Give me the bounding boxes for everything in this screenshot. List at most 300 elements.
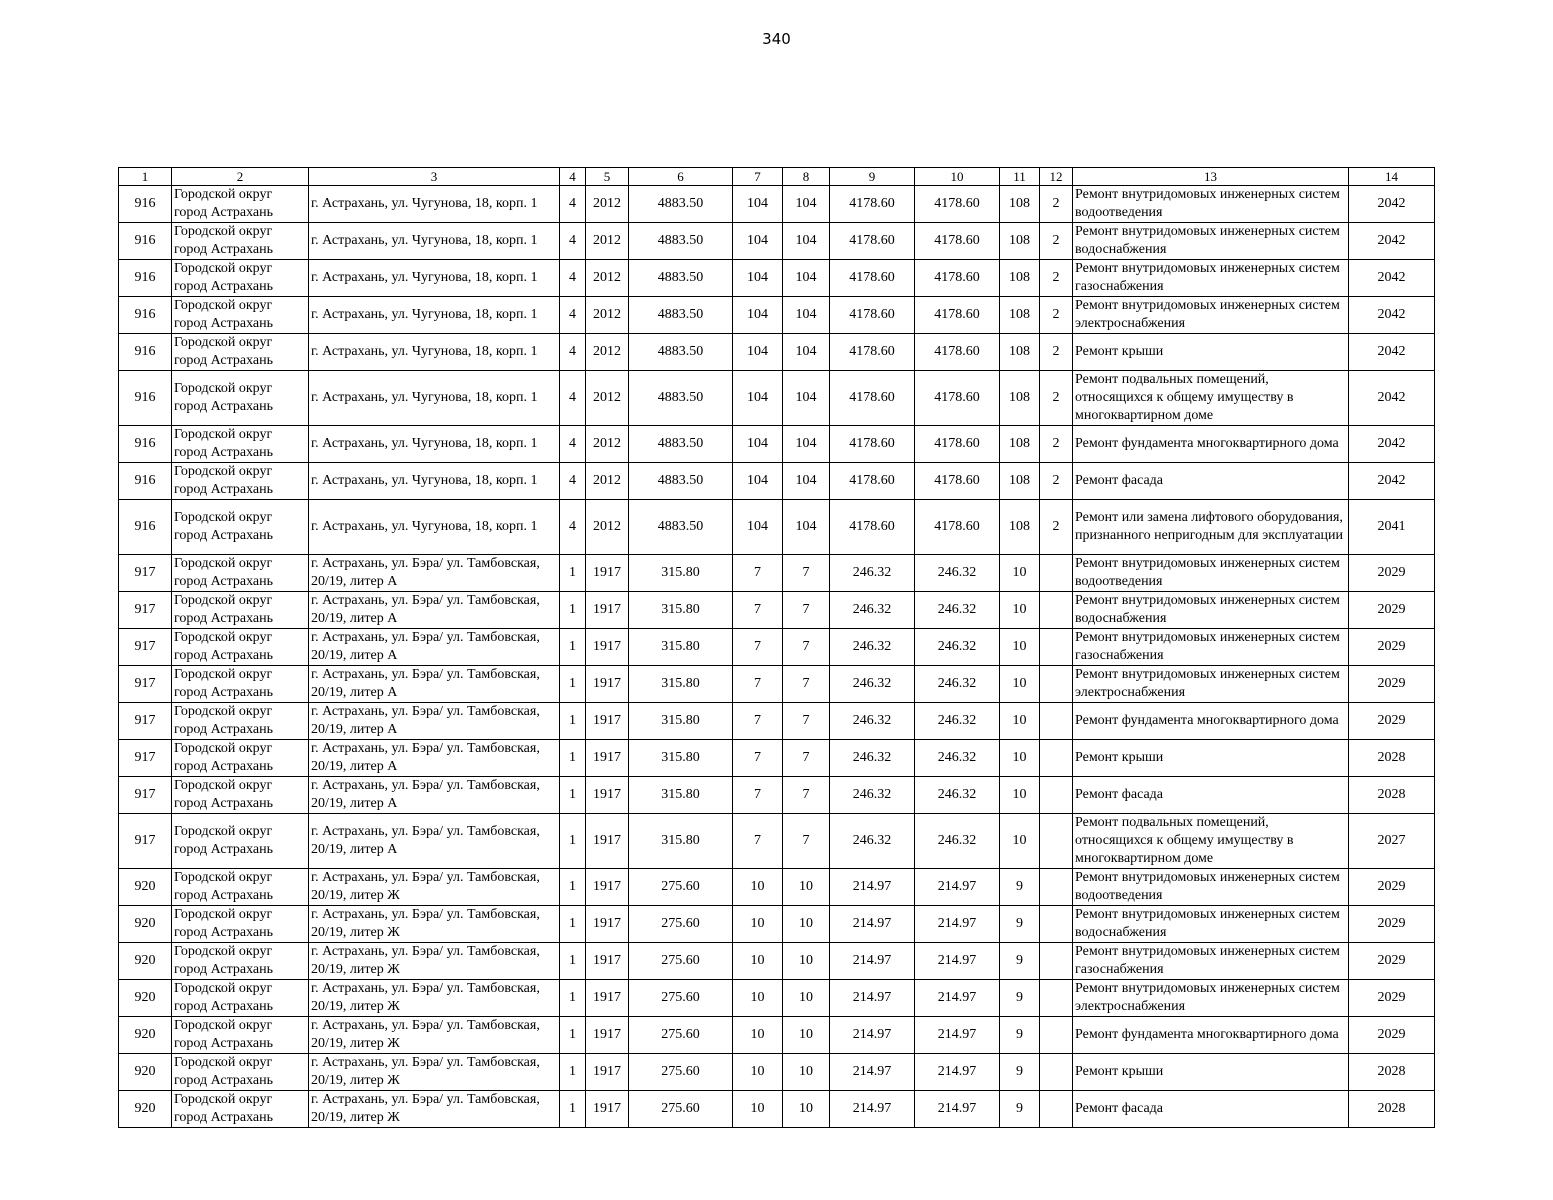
- table-cell: Ремонт или замена лифтового оборудования, признанного непригодным для эксплуатации: [1073, 500, 1349, 555]
- table-cell: 4883.50: [629, 334, 733, 371]
- table-cell: 10: [1000, 629, 1040, 666]
- table-cell: 108: [1000, 463, 1040, 500]
- table-cell: 2041: [1349, 500, 1435, 555]
- table-cell: 104: [733, 500, 783, 555]
- table-cell: 9: [1000, 869, 1040, 906]
- table-row: [119, 186, 1435, 223]
- table-cell: Городской округ город Астрахань: [172, 740, 309, 777]
- table-cell: 275.60: [629, 1017, 733, 1054]
- table-cell: 4178.60: [830, 500, 915, 555]
- table-cell: Ремонт внутридомовых инженерных систем газоснабжения: [1073, 943, 1349, 980]
- table-cell: г. Астрахань, ул. Бэра/ ул. Тамбовская, 20/19, литер А: [309, 740, 560, 777]
- table-cell: 4178.60: [915, 371, 1000, 426]
- table-cell: 4178.60: [830, 186, 915, 223]
- table-cell: 4883.50: [629, 297, 733, 334]
- table-cell: 1917: [586, 869, 629, 906]
- table-row: [119, 943, 1435, 980]
- table-cell: 4: [560, 260, 586, 297]
- table-cell: [1040, 740, 1073, 777]
- table-cell: 916: [119, 426, 172, 463]
- table-cell: 108: [1000, 334, 1040, 371]
- table-cell: Ремонт крыши: [1073, 334, 1349, 371]
- table-cell: 920: [119, 943, 172, 980]
- table-cell: Ремонт подвальных помещений, относящихся к общему имуществу в многоквартирном доме: [1073, 371, 1349, 426]
- table-cell: 2: [1040, 334, 1073, 371]
- table-cell: г. Астрахань, ул. Чугунова, 18, корп. 1: [309, 186, 560, 223]
- column-header: 3: [309, 168, 560, 186]
- table-cell: 4178.60: [915, 186, 1000, 223]
- table-cell: [1040, 777, 1073, 814]
- table-cell: 2042: [1349, 426, 1435, 463]
- table-row: [119, 426, 1435, 463]
- table-cell: 7: [733, 666, 783, 703]
- table-cell: 10: [783, 980, 830, 1017]
- table-cell: 108: [1000, 186, 1040, 223]
- table-cell: [1040, 980, 1073, 1017]
- column-header: 8: [783, 168, 830, 186]
- table-cell: г. Астрахань, ул. Чугунова, 18, корп. 1: [309, 426, 560, 463]
- table-cell: 2: [1040, 223, 1073, 260]
- table-cell: 104: [783, 223, 830, 260]
- table-cell: 1: [560, 1091, 586, 1128]
- table-cell: Ремонт внутридомовых инженерных систем водоотведения: [1073, 869, 1349, 906]
- table-cell: 104: [783, 297, 830, 334]
- table-cell: [1040, 906, 1073, 943]
- table-cell: 4883.50: [629, 260, 733, 297]
- table-cell: Ремонт внутридомовых инженерных систем водоснабжения: [1073, 906, 1349, 943]
- table-cell: Ремонт крыши: [1073, 1054, 1349, 1091]
- table-cell: 1: [560, 666, 586, 703]
- table-cell: 315.80: [629, 666, 733, 703]
- table-cell: 246.32: [830, 592, 915, 629]
- table-row: [119, 1017, 1435, 1054]
- table-cell: 7: [733, 740, 783, 777]
- table-cell: 7: [783, 703, 830, 740]
- table-cell: 2029: [1349, 869, 1435, 906]
- table-cell: 1: [560, 629, 586, 666]
- table-cell: 1: [560, 869, 586, 906]
- table-cell: 10: [733, 1054, 783, 1091]
- table-cell: Городской округ город Астрахань: [172, 814, 309, 869]
- table-cell: Ремонт внутридомовых инженерных систем газоснабжения: [1073, 629, 1349, 666]
- table-cell: 1917: [586, 980, 629, 1017]
- table-cell: 10: [733, 869, 783, 906]
- table-cell: 108: [1000, 260, 1040, 297]
- table-cell: 108: [1000, 223, 1040, 260]
- table-row: [119, 463, 1435, 500]
- table-cell: 108: [1000, 297, 1040, 334]
- table-cell: Ремонт крыши: [1073, 740, 1349, 777]
- column-header: 7: [733, 168, 783, 186]
- column-header: 2: [172, 168, 309, 186]
- table-cell: Городской округ город Астрахань: [172, 463, 309, 500]
- table-cell: [1040, 943, 1073, 980]
- table-cell: 4: [560, 500, 586, 555]
- table-cell: 10: [1000, 814, 1040, 869]
- table-cell: 10: [783, 943, 830, 980]
- table-cell: г. Астрахань, ул. Чугунова, 18, корп. 1: [309, 223, 560, 260]
- table-cell: г. Астрахань, ул. Бэра/ ул. Тамбовская, 20/19, литер Ж: [309, 1091, 560, 1128]
- table-row: [119, 703, 1435, 740]
- table-row: [119, 906, 1435, 943]
- table-cell: 315.80: [629, 740, 733, 777]
- table-cell: Городской округ город Астрахань: [172, 943, 309, 980]
- table-cell: [1040, 629, 1073, 666]
- table-cell: г. Астрахань, ул. Чугунова, 18, корп. 1: [309, 463, 560, 500]
- table-row: [119, 814, 1435, 869]
- table-row: [119, 629, 1435, 666]
- table-cell: 1917: [586, 814, 629, 869]
- table-cell: 2027: [1349, 814, 1435, 869]
- table-cell: 917: [119, 740, 172, 777]
- table-cell: 214.97: [915, 1017, 1000, 1054]
- table-cell: 2042: [1349, 297, 1435, 334]
- table-cell: 214.97: [915, 1054, 1000, 1091]
- table-row: [119, 555, 1435, 592]
- table-cell: 246.32: [830, 666, 915, 703]
- table-cell: 104: [733, 297, 783, 334]
- table-cell: 104: [733, 426, 783, 463]
- table-cell: 246.32: [915, 814, 1000, 869]
- table-cell: 1917: [586, 629, 629, 666]
- table-cell: 2029: [1349, 666, 1435, 703]
- table-cell: 1917: [586, 740, 629, 777]
- table-cell: Городской округ город Астрахань: [172, 500, 309, 555]
- table-cell: 214.97: [830, 1017, 915, 1054]
- table-cell: Ремонт внутридомовых инженерных систем электроснабжения: [1073, 980, 1349, 1017]
- table-cell: 1: [560, 814, 586, 869]
- table-cell: 275.60: [629, 943, 733, 980]
- table-cell: 2012: [586, 334, 629, 371]
- table-cell: 1: [560, 740, 586, 777]
- table-cell: [1040, 869, 1073, 906]
- table-cell: 246.32: [915, 777, 1000, 814]
- table-cell: Городской округ город Астрахань: [172, 592, 309, 629]
- table-cell: 275.60: [629, 906, 733, 943]
- table-cell: 2012: [586, 186, 629, 223]
- table-cell: г. Астрахань, ул. Бэра/ ул. Тамбовская, 20/19, литер А: [309, 592, 560, 629]
- table-cell: 4883.50: [629, 223, 733, 260]
- column-number-header-row: [119, 168, 1435, 186]
- table-cell: 2: [1040, 186, 1073, 223]
- table-cell: 7: [783, 629, 830, 666]
- table-cell: 7: [783, 740, 830, 777]
- table-cell: 917: [119, 703, 172, 740]
- table-cell: 246.32: [915, 592, 1000, 629]
- table-row: [119, 869, 1435, 906]
- table-cell: 104: [733, 334, 783, 371]
- table-cell: 275.60: [629, 1091, 733, 1128]
- table-cell: 104: [733, 260, 783, 297]
- table-cell: 1: [560, 980, 586, 1017]
- table-cell: 315.80: [629, 629, 733, 666]
- table-cell: 10: [733, 1091, 783, 1128]
- table-cell: Ремонт внутридомовых инженерных систем электроснабжения: [1073, 297, 1349, 334]
- table-cell: 4178.60: [915, 334, 1000, 371]
- table-cell: 7: [783, 666, 830, 703]
- table-cell: Городской округ город Астрахань: [172, 906, 309, 943]
- table-row: [119, 334, 1435, 371]
- table-cell: 10: [783, 906, 830, 943]
- table-cell: 315.80: [629, 703, 733, 740]
- column-header: 6: [629, 168, 733, 186]
- table-cell: 7: [733, 814, 783, 869]
- table-cell: 4883.50: [629, 500, 733, 555]
- table-cell: г. Астрахань, ул. Бэра/ ул. Тамбовская, 20/19, литер Ж: [309, 906, 560, 943]
- table-cell: 4178.60: [915, 260, 1000, 297]
- table-row: [119, 260, 1435, 297]
- table-cell: 916: [119, 334, 172, 371]
- table-cell: 4: [560, 426, 586, 463]
- table-cell: 920: [119, 1054, 172, 1091]
- table-cell: [1040, 1091, 1073, 1128]
- table-cell: 9: [1000, 906, 1040, 943]
- table-cell: 1917: [586, 906, 629, 943]
- table-cell: 246.32: [830, 740, 915, 777]
- table-cell: 4178.60: [830, 463, 915, 500]
- table-cell: 7: [733, 629, 783, 666]
- table-cell: 4178.60: [915, 223, 1000, 260]
- table-cell: Городской округ город Астрахань: [172, 555, 309, 592]
- table-cell: 2: [1040, 426, 1073, 463]
- table-body: [119, 186, 1435, 1128]
- table-cell: 916: [119, 260, 172, 297]
- table-row: [119, 223, 1435, 260]
- table-cell: 10: [1000, 555, 1040, 592]
- table-cell: 1: [560, 592, 586, 629]
- table-cell: 214.97: [915, 943, 1000, 980]
- column-header: 13: [1073, 168, 1349, 186]
- table-cell: 104: [783, 500, 830, 555]
- table-cell: Ремонт внутридомовых инженерных систем водоотведения: [1073, 186, 1349, 223]
- table-cell: 10: [1000, 592, 1040, 629]
- table-cell: 2029: [1349, 1017, 1435, 1054]
- table-cell: Городской округ город Астрахань: [172, 777, 309, 814]
- page-number: 340: [762, 30, 791, 48]
- table-cell: г. Астрахань, ул. Бэра/ ул. Тамбовская, 20/19, литер А: [309, 814, 560, 869]
- table-cell: 315.80: [629, 555, 733, 592]
- table-cell: 214.97: [915, 1091, 1000, 1128]
- table-cell: Городской округ город Астрахань: [172, 869, 309, 906]
- table-cell: г. Астрахань, ул. Чугунова, 18, корп. 1: [309, 297, 560, 334]
- table-cell: 104: [783, 426, 830, 463]
- table-cell: 4178.60: [915, 426, 1000, 463]
- table-cell: 108: [1000, 500, 1040, 555]
- registry-table: [118, 167, 1435, 1128]
- table-cell: Ремонт внутридомовых инженерных систем электроснабжения: [1073, 666, 1349, 703]
- table-cell: 2: [1040, 260, 1073, 297]
- table-cell: 2042: [1349, 260, 1435, 297]
- table-cell: 1917: [586, 1091, 629, 1128]
- table-cell: 275.60: [629, 869, 733, 906]
- table-cell: 9: [1000, 980, 1040, 1017]
- table-cell: Городской округ город Астрахань: [172, 703, 309, 740]
- table-row: [119, 980, 1435, 1017]
- table-cell: г. Астрахань, ул. Бэра/ ул. Тамбовская, 20/19, литер А: [309, 777, 560, 814]
- table-row: [119, 592, 1435, 629]
- table-cell: 2029: [1349, 592, 1435, 629]
- table-cell: 4883.50: [629, 371, 733, 426]
- table-cell: Ремонт внутридомовых инженерных систем водоснабжения: [1073, 223, 1349, 260]
- table-cell: 2: [1040, 297, 1073, 334]
- table-cell: г. Астрахань, ул. Бэра/ ул. Тамбовская, 20/19, литер А: [309, 666, 560, 703]
- table-cell: 2029: [1349, 629, 1435, 666]
- table-cell: 2012: [586, 371, 629, 426]
- table-cell: 1917: [586, 1054, 629, 1091]
- table-cell: 10: [1000, 740, 1040, 777]
- table-cell: 214.97: [915, 906, 1000, 943]
- table-cell: 920: [119, 1091, 172, 1128]
- table-cell: 1917: [586, 943, 629, 980]
- table-row: [119, 1091, 1435, 1128]
- table-cell: 275.60: [629, 1054, 733, 1091]
- table-cell: 2012: [586, 297, 629, 334]
- table-cell: 4: [560, 463, 586, 500]
- table-cell: 246.32: [915, 666, 1000, 703]
- table-cell: 9: [1000, 1054, 1040, 1091]
- table-cell: Ремонт подвальных помещений, относящихся к общему имуществу в многоквартирном доме: [1073, 814, 1349, 869]
- table-row: [119, 297, 1435, 334]
- table-cell: 214.97: [830, 1091, 915, 1128]
- table-cell: 108: [1000, 371, 1040, 426]
- table-cell: 2: [1040, 371, 1073, 426]
- table-cell: г. Астрахань, ул. Бэра/ ул. Тамбовская, 20/19, литер Ж: [309, 980, 560, 1017]
- table-cell: г. Астрахань, ул. Чугунова, 18, корп. 1: [309, 371, 560, 426]
- table-cell: 4: [560, 223, 586, 260]
- table-cell: 2042: [1349, 463, 1435, 500]
- table-cell: 2042: [1349, 371, 1435, 426]
- table-cell: 2012: [586, 500, 629, 555]
- table-cell: Ремонт фундамента многоквартирного дома: [1073, 426, 1349, 463]
- table-cell: 2029: [1349, 703, 1435, 740]
- table-cell: Ремонт внутридомовых инженерных систем водоснабжения: [1073, 592, 1349, 629]
- table-cell: 917: [119, 777, 172, 814]
- table-cell: 917: [119, 666, 172, 703]
- table-cell: 2012: [586, 426, 629, 463]
- table-cell: 4: [560, 186, 586, 223]
- table-cell: 214.97: [830, 1054, 915, 1091]
- table-cell: 916: [119, 297, 172, 334]
- table-cell: Городской округ город Астрахань: [172, 426, 309, 463]
- table-cell: 246.32: [915, 740, 1000, 777]
- table-cell: 4178.60: [830, 297, 915, 334]
- table-cell: 9: [1000, 1017, 1040, 1054]
- column-header: 11: [1000, 168, 1040, 186]
- table-cell: Городской округ город Астрахань: [172, 1054, 309, 1091]
- table-cell: г. Астрахань, ул. Бэра/ ул. Тамбовская, 20/19, литер Ж: [309, 869, 560, 906]
- table-cell: 1917: [586, 592, 629, 629]
- table-cell: 7: [783, 777, 830, 814]
- table-cell: 1917: [586, 703, 629, 740]
- table-cell: 7: [733, 777, 783, 814]
- table-cell: 1: [560, 1017, 586, 1054]
- table-cell: 4: [560, 371, 586, 426]
- table-cell: 104: [783, 371, 830, 426]
- table-cell: г. Астрахань, ул. Бэра/ ул. Тамбовская, 20/19, литер А: [309, 703, 560, 740]
- table-cell: 214.97: [830, 869, 915, 906]
- table-cell: 2: [1040, 500, 1073, 555]
- table-cell: 4178.60: [830, 260, 915, 297]
- table-cell: 2029: [1349, 555, 1435, 592]
- table-cell: 315.80: [629, 777, 733, 814]
- table-cell: 4178.60: [830, 371, 915, 426]
- table-cell: 1917: [586, 555, 629, 592]
- table-cell: 2029: [1349, 943, 1435, 980]
- table-cell: 917: [119, 629, 172, 666]
- table-cell: Городской округ город Астрахань: [172, 297, 309, 334]
- table-cell: г. Астрахань, ул. Чугунова, 18, корп. 1: [309, 334, 560, 371]
- table-cell: 916: [119, 223, 172, 260]
- table-cell: 315.80: [629, 592, 733, 629]
- table-cell: 9: [1000, 1091, 1040, 1128]
- table-cell: 246.32: [830, 777, 915, 814]
- table-cell: 108: [1000, 426, 1040, 463]
- table-cell: 10: [783, 869, 830, 906]
- table-cell: 10: [1000, 703, 1040, 740]
- table-row: [119, 740, 1435, 777]
- table-cell: 246.32: [915, 555, 1000, 592]
- table-cell: 2042: [1349, 223, 1435, 260]
- table-cell: 10: [733, 906, 783, 943]
- table-cell: [1040, 1017, 1073, 1054]
- table-cell: г. Астрахань, ул. Бэра/ ул. Тамбовская, 20/19, литер Ж: [309, 1054, 560, 1091]
- table-cell: 4178.60: [830, 426, 915, 463]
- table-cell: 7: [783, 592, 830, 629]
- table-cell: 10: [1000, 777, 1040, 814]
- table-cell: 9: [1000, 943, 1040, 980]
- table-cell: 214.97: [830, 906, 915, 943]
- table-cell: 104: [733, 223, 783, 260]
- table-cell: Городской округ город Астрахань: [172, 260, 309, 297]
- column-header: 4: [560, 168, 586, 186]
- table-cell: Городской округ город Астрахань: [172, 186, 309, 223]
- table-cell: 2012: [586, 223, 629, 260]
- table-cell: 246.32: [915, 629, 1000, 666]
- table-cell: Городской округ город Астрахань: [172, 666, 309, 703]
- table-cell: 4: [560, 334, 586, 371]
- table-cell: Городской округ город Астрахань: [172, 1017, 309, 1054]
- table-row: [119, 666, 1435, 703]
- table-cell: 214.97: [830, 980, 915, 1017]
- table-cell: 4883.50: [629, 186, 733, 223]
- table-cell: Городской округ город Астрахань: [172, 334, 309, 371]
- table-cell: 7: [733, 703, 783, 740]
- table-cell: 315.80: [629, 814, 733, 869]
- table-cell: 4178.60: [915, 463, 1000, 500]
- table-row: [119, 1054, 1435, 1091]
- table-cell: 104: [783, 463, 830, 500]
- column-header: 5: [586, 168, 629, 186]
- table-cell: 4178.60: [915, 500, 1000, 555]
- table-row: [119, 371, 1435, 426]
- table-cell: 2028: [1349, 1054, 1435, 1091]
- table-cell: 246.32: [830, 555, 915, 592]
- table-cell: г. Астрахань, ул. Чугунова, 18, корп. 1: [309, 260, 560, 297]
- table-cell: 916: [119, 500, 172, 555]
- table-cell: 917: [119, 592, 172, 629]
- table-cell: Ремонт фасада: [1073, 1091, 1349, 1128]
- table-cell: 2: [1040, 463, 1073, 500]
- table-cell: Городской округ город Астрахань: [172, 980, 309, 1017]
- table-cell: Городской округ город Астрахань: [172, 1091, 309, 1128]
- table-cell: 10: [783, 1017, 830, 1054]
- table-cell: 2042: [1349, 334, 1435, 371]
- table-cell: [1040, 1054, 1073, 1091]
- table-cell: 4883.50: [629, 426, 733, 463]
- table-cell: 104: [733, 371, 783, 426]
- table-cell: 2028: [1349, 777, 1435, 814]
- table-cell: 1: [560, 703, 586, 740]
